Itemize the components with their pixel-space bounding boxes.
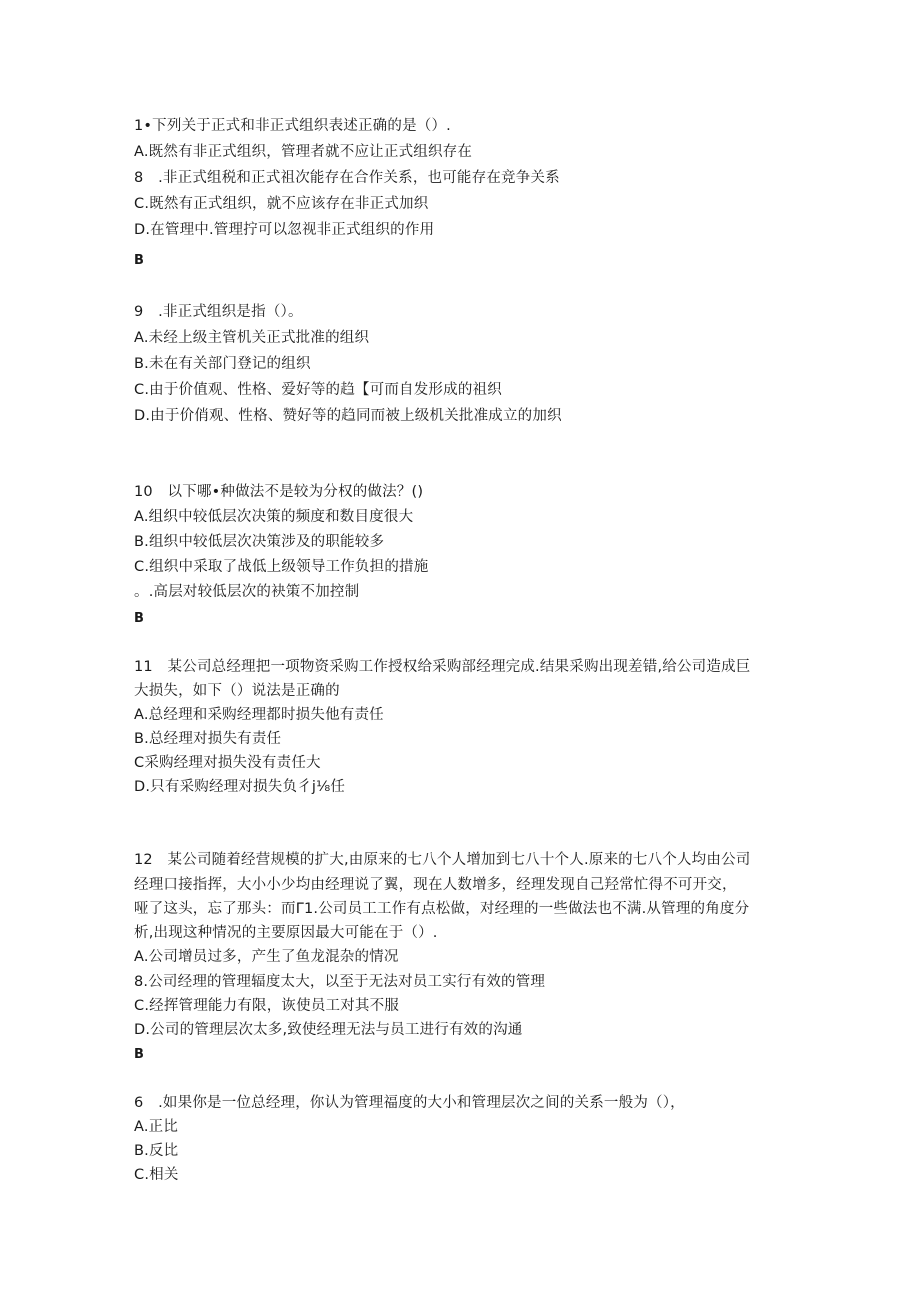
question-9-option-c: C.由于价值观、性格、爱好等的趋【可而自发形成的祖织 <box>134 382 502 398</box>
question-11-option-c: C采购经理对损失没有责任大 <box>134 755 321 771</box>
question-12-stem-line-2: 经理口接指挥，大小小少均由经理说了翼，现在人数增多，经理发现自己羟常忙得不可开交， <box>134 877 737 893</box>
question-9-stem: 9 .非正式组织是指（）。 <box>134 304 303 320</box>
question-1-answer: B <box>134 253 145 268</box>
question-12-stem-line-1: 12 某公司随着经营规模的扩大,由原来的七八个人增加到七八十个人.原来的七八个人均由公司 <box>134 852 751 868</box>
question-12-stem-line-4: 析,出现这种情况的主要原因最大可能在于（）. <box>134 925 438 941</box>
question-11-stem-line-2: 大损失，如下（）说法是正确的 <box>134 683 340 699</box>
question-10-option-d: 。.高层对较低层次的袂策不加控制 <box>134 584 360 600</box>
question-12-stem-line-3: 哑了这头，忘了那头：而Γ1.公司员工工作有点松做，对经理的一些做法也不满.从管理的角度分 <box>134 901 750 917</box>
question-10-option-a: A.组织中较低层次决策的频度和数目度很大 <box>134 509 414 525</box>
question-12-option-d: D.公司的管理层次太多,致使经理无法与员工进行有效的沟通 <box>134 1022 523 1038</box>
question-10-answer: B <box>134 611 145 626</box>
question-9-option-b: B.未在有关部门登记的组织 <box>134 356 311 372</box>
question-9-option-d: D.由于价俏观、性格、赞好等的趋同而被上级机关批准成立的加织 <box>134 408 562 424</box>
question-12-option-b: 8.公司经理的管理辐度太大，以至于无法对员工实行有效的管理 <box>134 974 546 990</box>
question-1-option-d: D.在管理中.管理拧可以忽视非正式组织的作用 <box>134 222 435 238</box>
question-6-option-a: A.正比 <box>134 1119 179 1135</box>
question-1-option-b: 8 .非正式组税和正式祖次能存在合作关系，也可能存在竞争关系 <box>134 170 560 186</box>
question-1-option-a: A.既然有非正式组织，管理者就不应让正式组织存在 <box>134 144 473 160</box>
question-6-option-b: B.反比 <box>134 1143 179 1159</box>
question-11-option-b: B.总经理对损失有责任 <box>134 731 282 747</box>
question-10-stem: 10 以下哪•种做法不是较为分权的做法？() <box>134 484 424 500</box>
question-9-option-a: A.未经上级主管机关正式批准的组织 <box>134 330 370 346</box>
question-11-option-d: D.只有采购经理对损失负彳j⅛任 <box>134 779 346 795</box>
question-10-option-b: B.组织中较低层次决策涉及的职能较多 <box>134 534 385 550</box>
question-11-stem-line-1: 11 某公司总经理把一项物资采购工作授权给采购部经理完成.结果采购出现差错,给公司造成巨 <box>134 659 751 675</box>
question-11-option-a: A.总经理和采购经理都时损失他有责任 <box>134 707 384 723</box>
question-1-option-c: C.既然有正式组织，就不应该存在非正式加织 <box>134 196 429 212</box>
question-6-stem: 6 .如果你是一位总经理，你认为管理福度的大小和管理层次之间的关系一般为（）， <box>134 1095 685 1111</box>
question-10-option-c: C.组织中采取了战低上级领导工作负担的措施 <box>134 559 429 575</box>
question-12-option-c: C.经挥管理能力有限，诙使员工对其不服 <box>134 998 400 1014</box>
question-12-option-a: A.公司增员过多，产生了鱼龙混杂的情况 <box>134 949 399 965</box>
question-6-option-c: C.相关 <box>134 1167 179 1183</box>
question-1-stem: 1•下列关于正式和非正式组织表述正确的是（）. <box>134 118 451 134</box>
question-12-answer: B <box>134 1047 145 1062</box>
